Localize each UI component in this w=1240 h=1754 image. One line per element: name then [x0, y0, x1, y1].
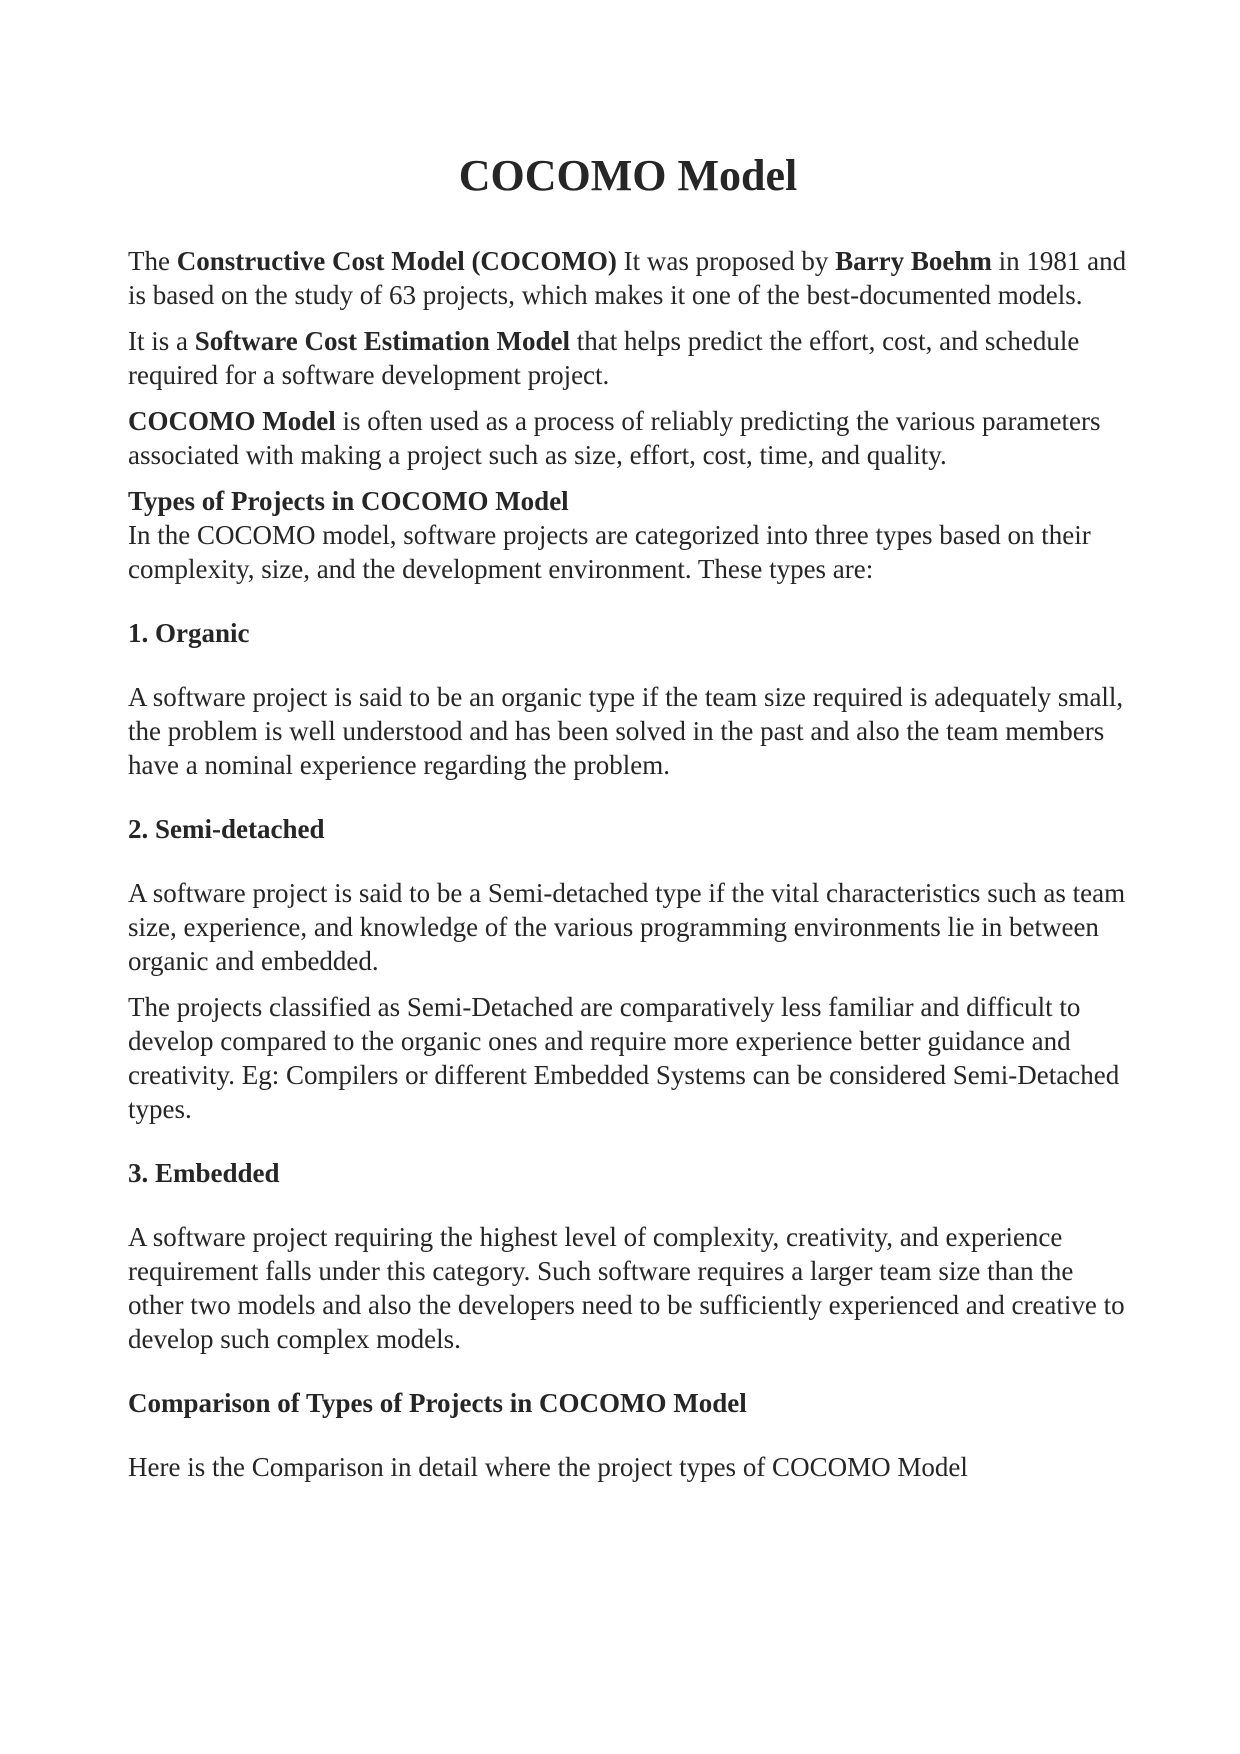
intro-paragraph-3: [128, 404, 1128, 472]
page-title: COCOMO Model: [458, 151, 798, 200]
organic-paragraph: A software project is said to be an organic type if the team size required is adequately small, the problem is well understood and has been solved in the past and also the team members have a nominal experience regarding the problem.: [128, 682, 1124, 780]
intro-p2-text-2: that helps predict the effort, cost, and schedule required for a software development project.: [128, 326, 1080, 390]
intro-p1-text-2: It was proposed by: [616, 246, 836, 276]
intro-p2-bold-model: Software Cost Estimation Model: [194, 326, 570, 356]
semi-detached-paragraph-1: A software project is said to be a Semi-detached type if the vital characteristics such as team size, experience, and knowledge of the various programming environments lie in between organic and embedded.: [128, 878, 1126, 976]
comparison-paragraph: Here is the Comparison in detail where the project types of COCOMO Model: [128, 1452, 968, 1482]
intro-p2-text-1: It is a: [128, 326, 195, 356]
intro-paragraph-1: [128, 244, 1128, 312]
semi-detached-paragraph-2: The projects classified as Semi-Detached are comparatively less familiar and difficult to develop compared to the organic ones and require more experience better guidance and creativity. Eg: Compilers or different Embedded Systems can be considered Semi-Detached types.: [128, 992, 1120, 1124]
document-content: [128, 150, 1128, 1496]
intro-paragraph-2: [128, 324, 1128, 392]
intro-p3-text-1: is often used as a process of reliably predicting the various parameters associated with making a project such as size, effort, cost, time, and quality.: [128, 406, 1101, 470]
types-heading: Types of Projects in COCOMO Model: [128, 486, 569, 516]
intro-p3-bold-model: COCOMO Model: [128, 406, 343, 436]
embedded-paragraph: A software project requiring the highest level of complexity, creativity, and experience requirement falls under this category. Such software requires a larger team size than the other two models and also the developers need to be sufficiently experienced and creative to develop such complex models.: [128, 1222, 1125, 1354]
intro-p1-text-1: The: [128, 246, 177, 276]
types-intro-paragraph: In the COCOMO model, software projects are categorized into three types based on their complexity, size, and the development environment. These types are:: [128, 520, 1091, 584]
semi-detached-heading: 2. Semi-detached: [128, 814, 325, 844]
organic-heading: 1. Organic: [128, 618, 250, 648]
comparison-heading: Comparison of Types of Projects in COCOMO Model: [128, 1388, 747, 1418]
embedded-heading: 3. Embedded: [128, 1158, 280, 1188]
intro-p1-text-3: in 1981 and is based on the study of 63 projects, which makes it one of the best-documented models.: [128, 246, 1127, 310]
intro-p1-bold-cocomo: Constructive Cost Model (COCOMO): [176, 246, 617, 276]
intro-p1-bold-boehm: Barry Boehm: [835, 246, 992, 276]
